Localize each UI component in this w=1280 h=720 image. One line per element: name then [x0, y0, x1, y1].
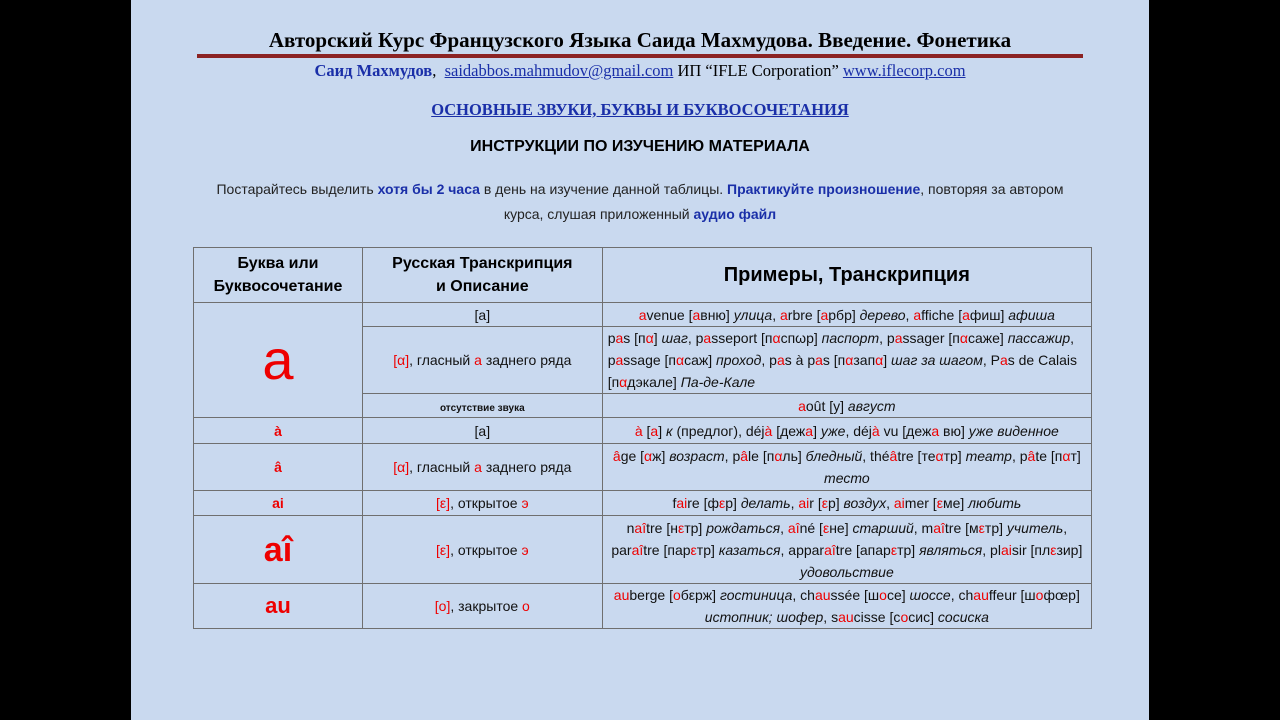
transcription: [a]: [362, 303, 602, 327]
transcription: [ε], открытое э: [362, 491, 602, 516]
author-name: Саид Махмудов: [314, 61, 433, 80]
instructions-paragraph: Постарайтесь выделить хотя бы 2 часа в день на изучение данной таблицы. Практикуйте произношение, повторяя за автором курса, слушая приложенный аудио файл: [216, 181, 1064, 222]
letter-a: a: [194, 303, 363, 418]
example-cell: faire [фεр] делать, air [εр] воздух, aimer [εме] любить: [602, 491, 1091, 516]
example-cell: âge [αж] возраст, pâle [пαль] бледный, théâtre [теαтр] театр, pâte [пαт] тесто: [602, 444, 1091, 491]
table-row: [194, 516, 1092, 584]
transcription: [a]: [362, 418, 602, 444]
transcription: [α], гласный а заднего ряда: [362, 444, 602, 491]
transcription: [α], гласный а заднего ряда: [362, 327, 602, 394]
transcription: отсутствие звука: [362, 394, 602, 418]
phonetics-table: [193, 247, 1092, 629]
letter-a-grave: à: [194, 418, 363, 444]
document-page: [131, 0, 1149, 720]
header-letter: Буква или Буквосочетание: [194, 248, 363, 303]
transcription: [о], закрытое о: [362, 584, 602, 629]
header-transcription: Русская Транскрипция и Описание: [362, 248, 602, 303]
example-cell: auberge [обεрж] гостиница, chaussée [шосе] шоссе, chauffeur [шофœр] истопник; шофер, saucisse [сосис] сосиска: [602, 584, 1091, 629]
table-row: [194, 303, 1092, 327]
table-row: [194, 418, 1092, 444]
header-examples: Примеры, Транскрипция: [602, 248, 1091, 303]
letter-au: au: [194, 584, 363, 629]
letter-ai-circumflex: aî: [194, 516, 363, 584]
email-link[interactable]: saidabbos.mahmudov@gmail.com: [444, 61, 674, 80]
letter-a-circumflex: â: [194, 444, 363, 491]
example-cell: avenue [авню] улица, arbre [арбр] дерево, affiche [афиш] афиша: [602, 303, 1091, 327]
table-row: [194, 491, 1092, 516]
example-cell: à [а] к (предлог), déjà [дежа] уже, déjà vu [дежа вю] уже виденное: [602, 418, 1091, 444]
section-title[interactable]: ОСНОВНЫЕ ЗВУКИ, БУКВЫ И БУКВОСОЧЕТАНИЯ: [431, 100, 849, 119]
transcription: [ε], открытое э: [362, 516, 602, 584]
website-link[interactable]: www.iflecorp.com: [842, 61, 966, 80]
instructions-title: ИНСТРУКЦИИ ПО ИЗУЧЕНИЮ МАТЕРИАЛА: [470, 138, 810, 155]
author-line: Саид Махмудов, saidabbos.mahmudov@gmail.com ИП “IFLE Corporation” www.iflecorp.com: [314, 61, 966, 80]
page-title: Авторский Курс Французского Языка Саида Махмудова. Введение. Фонетика: [268, 28, 1012, 52]
table-header-row: [194, 248, 1092, 303]
company-name: ИП “IFLE Corporation”: [677, 61, 839, 80]
letter-ai: ai: [194, 491, 363, 516]
title-underline: [197, 54, 1083, 58]
example-cell: pas [пα] шаг, passeport [пαспωр] паспорт, passager [пαсаже] пассажир, passage [пαсаж] проход, pas à pas [пαзапα] шаг за шагом, Pas de Calais [пαдэкале] Па-де-Кале: [602, 327, 1091, 394]
example-cell: août [у] август: [602, 394, 1091, 418]
example-cell: naître [нεтр] рождаться, aîné [εне] старший, maître [мεтр] учитель, paraître [парεтр] казаться, apparaître [апарεтр] являться, plaisir [плεзир] удовольствие: [602, 516, 1091, 584]
table-row: [194, 444, 1092, 491]
table-row: [194, 584, 1092, 629]
